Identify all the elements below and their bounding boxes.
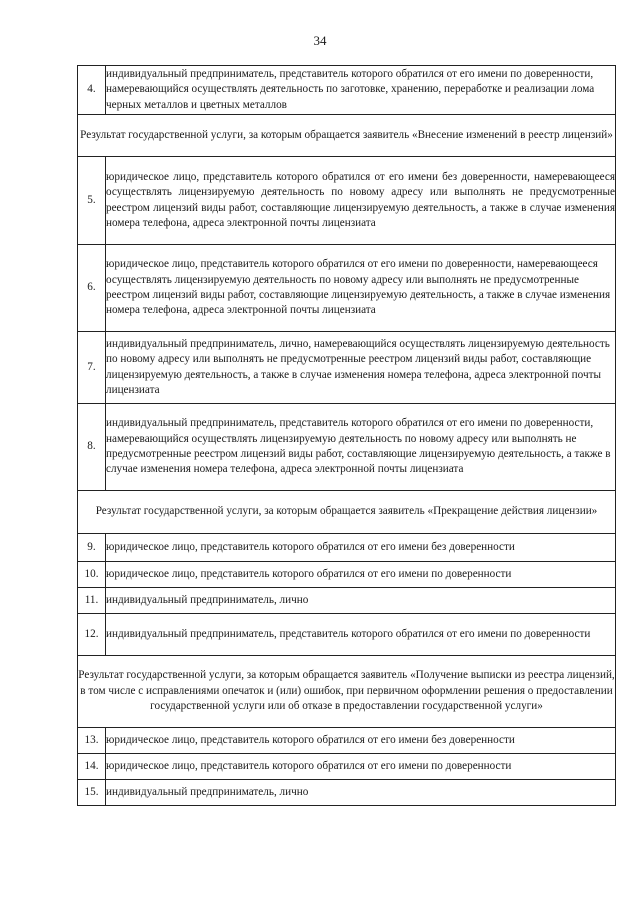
row-number: 4. [78, 66, 106, 115]
section-header: Результат государственной услуги, за которым обращается заявитель «Внесение изменений в реестр лицензий» [78, 115, 616, 157]
row-text: индивидуальный предприниматель, лично [106, 780, 616, 806]
row-text: индивидуальный предприниматель, лично, намеревающийся осуществлять лицензируемую деятельность по новому адресу или выполнять не предусмотренные реестром лицензий виды работ, составляющие лицензируемую деятельность, а также в случае изменения номера телефона, адреса электронной почты лицензиата [106, 332, 616, 404]
table-row [78, 728, 616, 754]
row-text: индивидуальный предприниматель, представитель которого обратился от его имени по доверенности, намеревающийся осуществлять лицензируемую деятельность по новому адресу или выполнять не предусмотренные реестром лицензий виды работ, составляющие лицензируемую деятельность, а также в случае изменения номера телефона, адреса электронной почты лицензиата [106, 404, 616, 491]
row-text: юридическое лицо, представитель которого обратился от его имени без доверенности, намеревающееся осуществлять лицензируемую деятельность по новому адресу или выполнять не предусмотренные реестром лицензий виды работ, составляющие лицензируемую деятельность, а также в случае изменения номера телефона, адреса электронной почты лицензиата [106, 157, 616, 245]
page-number: 34 [313, 33, 327, 48]
table-row [78, 157, 616, 245]
row-number: 6. [78, 245, 106, 332]
row-text: юридическое лицо, представитель которого обратился от его имени без доверенности [106, 728, 616, 754]
row-text: индивидуальный предприниматель, лично [106, 588, 616, 614]
section-header-row [78, 656, 616, 728]
applicant-variants-table [77, 65, 616, 806]
section-header-row [78, 491, 616, 534]
row-number: 12. [78, 614, 106, 656]
row-text: юридическое лицо, представитель которого обратился от его имени по доверенности [106, 562, 616, 588]
row-text: юридическое лицо, представитель которого обратился от его имени по доверенности, намеревающееся осуществлять лицензируемую деятельность по новому адресу или выполнять не предусмотренные реестром лицензий виды работ, составляющие лицензируемую деятельность, а также в случае изменения номера телефона, адреса электронной почты лицензиата [106, 245, 616, 332]
row-text: индивидуальный предприниматель, представитель которого обратился от его имени по доверенности [106, 614, 616, 656]
row-number: 9. [78, 534, 106, 562]
table-row [78, 534, 616, 562]
row-number: 11. [78, 588, 106, 614]
row-text: юридическое лицо, представитель которого обратился от его имени по доверенности [106, 754, 616, 780]
table-row [78, 332, 616, 404]
table-row [78, 614, 616, 656]
section-header: Результат государственной услуги, за которым обращается заявитель «Прекращение действия лицензии» [78, 491, 616, 534]
row-number: 8. [78, 404, 106, 491]
table-row [78, 780, 616, 806]
table-row [78, 562, 616, 588]
row-text: индивидуальный предприниматель, представитель которого обратился от его имени по доверенности, намеревающийся осуществлять деятельность по заготовке, хранению, переработке и реализации лома черных металлов и цветных металлов [106, 66, 616, 115]
section-header: Результат государственной услуги, за которым обращается заявитель «Получение выписки из реестра лицензий, в том числе с исправлениями опечаток и (или) ошибок, при первичном оформлении решения о предоставлении государственной услуги или об отказе в предоставлении государственной услуги» [78, 656, 616, 728]
row-number: 5. [78, 157, 106, 245]
row-number: 10. [78, 562, 106, 588]
section-header-row [78, 115, 616, 157]
row-number: 14. [78, 754, 106, 780]
table-row [78, 66, 616, 115]
row-number: 7. [78, 332, 106, 404]
table-row [78, 404, 616, 491]
table-row [78, 588, 616, 614]
table-row [78, 754, 616, 780]
table-row [78, 245, 616, 332]
row-text: юридическое лицо, представитель которого обратился от его имени без доверенности [106, 534, 616, 562]
row-number: 13. [78, 728, 106, 754]
row-number: 15. [78, 780, 106, 806]
